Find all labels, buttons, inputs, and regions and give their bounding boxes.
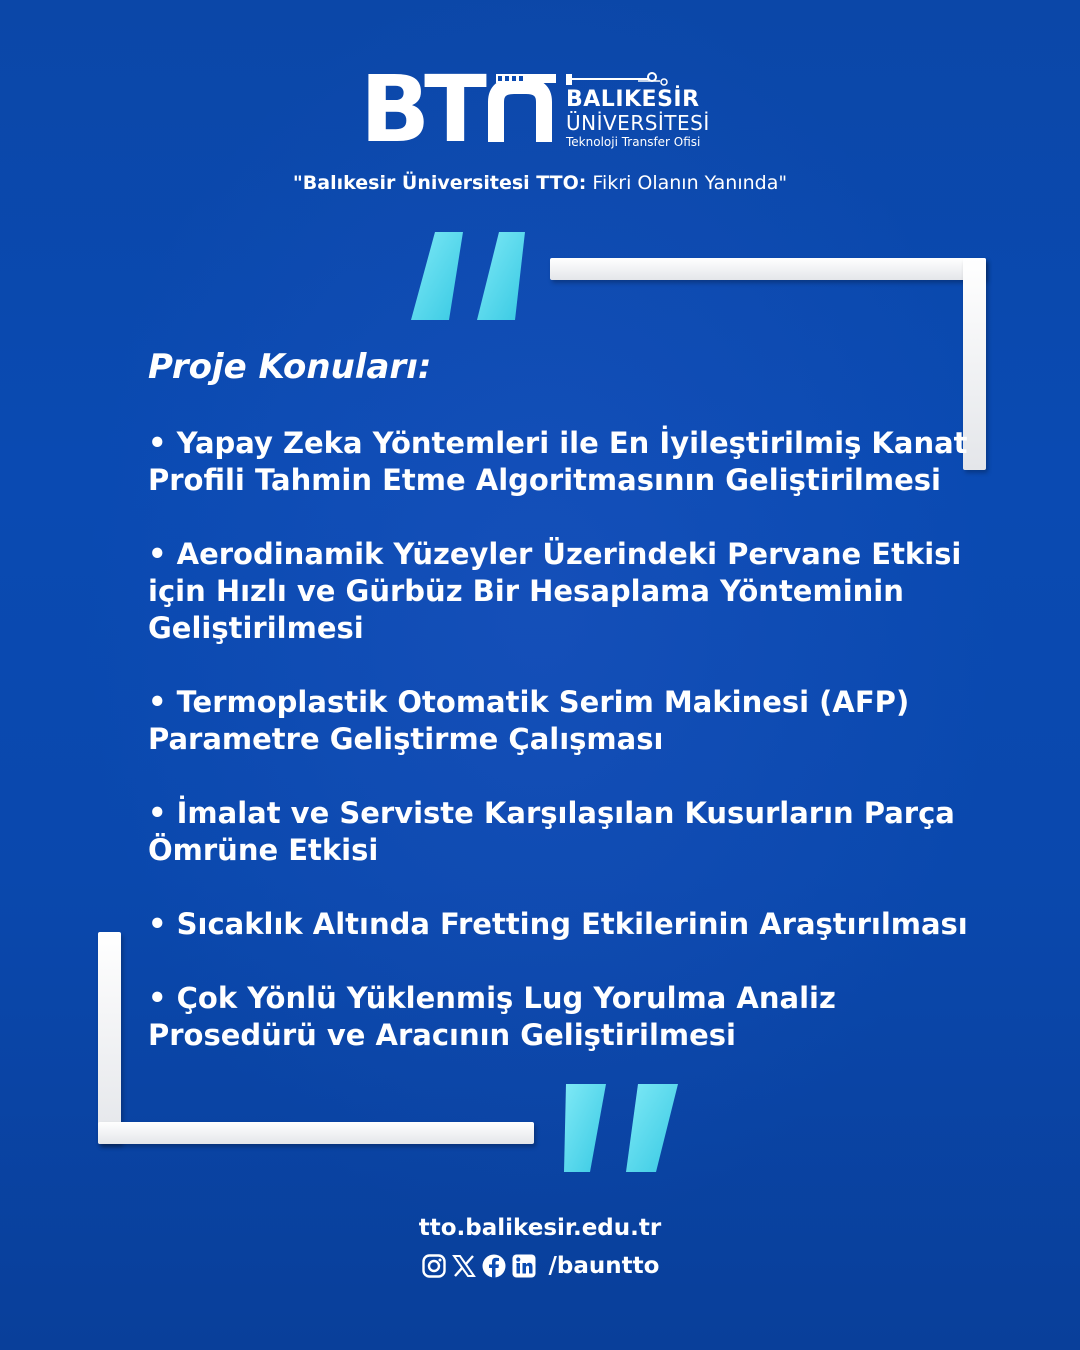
frame-left-bar: [98, 932, 121, 1144]
social-handle[interactable]: /bauntto: [548, 1253, 660, 1279]
facebook-icon[interactable]: [481, 1253, 507, 1279]
list-item: • Termoplastik Otomatik Serim Makinesi (AFP) Parametre Geliştirme Çalışması: [148, 685, 910, 756]
frame-bottom-bar: [98, 1122, 534, 1144]
list-item: • Sıcaklık Altında Fretting Etkilerinin Araştırılması: [148, 907, 968, 941]
open-quote-icon: [405, 228, 530, 324]
logo-university-name: BALIKESİR: [566, 87, 700, 112]
logo-university-word: ÜNİVERSİTESİ: [566, 111, 710, 135]
tto-logo: [360, 56, 720, 163]
list-item: • Çok Yönlü Yüklenmiş Lug Yorulma Analiz Prosedürü ve Aracının Geliştirilmesi: [148, 981, 836, 1052]
list-item: • Aerodinamik Yüzeyler Üzerindeki Pervane Etkisi için Hızlı ve Gürbüz Bir Hesaplama Yönteminin Geliştirilmesi: [148, 537, 962, 645]
tagline-bold: "Balıkesir Üniversitesi TTO:: [292, 172, 587, 194]
logo-mark: BT: [360, 56, 481, 163]
list-item: • İmalat ve Serviste Karşılaşılan Kusurların Parça Ömrüne Etkisi: [148, 796, 955, 867]
x-icon[interactable]: [451, 1253, 477, 1279]
social-links: [0, 1250, 1080, 1282]
section-title: Proje Konuları:: [148, 347, 432, 387]
instagram-icon[interactable]: [421, 1253, 447, 1279]
logo-office-name: Teknoloji Transfer Ofisi: [566, 135, 701, 149]
close-quote-icon: [560, 1080, 685, 1176]
tagline-regular: Fikri Olanın Yanında": [586, 172, 788, 194]
list-item: • Yapay Zeka Yöntemleri ile En İyileştirilmiş Kanat Profili Tahmin Etme Algoritmasının Geliştirilmesi: [148, 426, 968, 497]
tagline: [0, 170, 1080, 196]
website-link[interactable]: tto.balikesir.edu.tr: [418, 1215, 662, 1241]
linkedin-icon[interactable]: [511, 1253, 537, 1279]
project-topics-list: [148, 425, 978, 1091]
frame-top-bar: [550, 258, 986, 280]
